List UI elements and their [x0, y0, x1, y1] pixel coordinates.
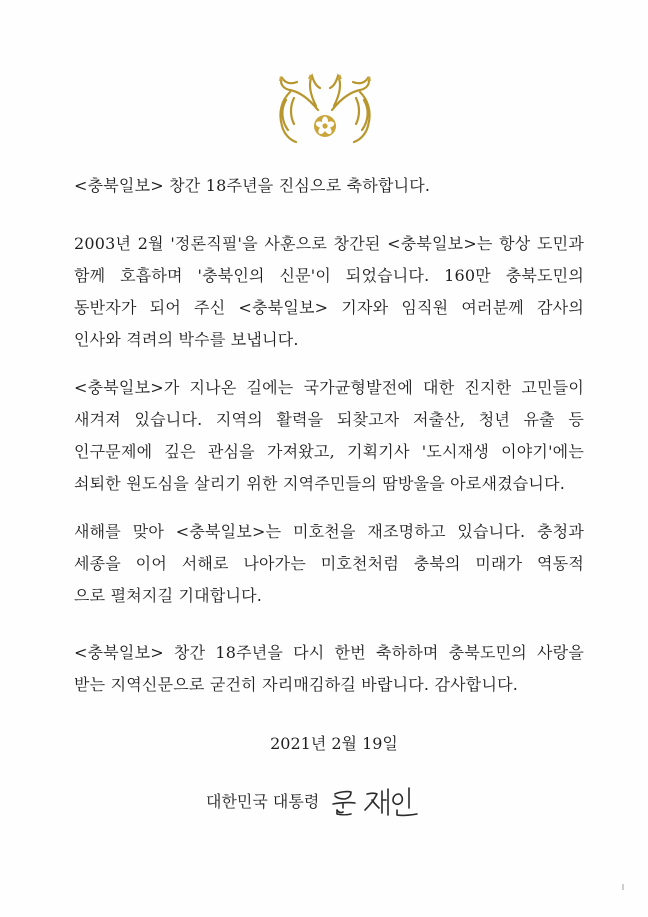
letter-paragraph-4 [74, 516, 584, 612]
letter-date: 2021년 2월 19일 [270, 734, 398, 753]
text-line: <충북일보> 창간 18주년을 진심으로 축하합니다. [74, 176, 431, 195]
letter-paragraph-3 [74, 372, 584, 500]
letter-paragraph-2 [74, 228, 584, 356]
signatory-title: 대한민국 대통령 [206, 792, 320, 811]
text-line: 쇠퇴한 원도심을 살리기 위한 지역주민들의 땀방울을 아로새겼습니다. [74, 474, 566, 493]
text-line: 인사와 격려의 박수를 보냅니다. [74, 330, 299, 349]
phoenix-emblem-icon [270, 70, 380, 150]
text-line: 동반자가 되어 주신 <충북일보> 기자와 임직원 여러분께 감사의 [74, 298, 584, 317]
text-line: <충북일보>가 지나온 길에는 국가균형발전에 대한 진지한 고민들이 [74, 378, 584, 397]
letter-paragraph-5 [74, 637, 584, 701]
handwritten-signature-icon [329, 782, 425, 822]
text-line: 으로 펼쳐지길 기대합니다. [74, 586, 263, 605]
text-line: 함께 호흡하며 '충북인의 신문'이 되었습니다. 160만 충북도민의 [74, 266, 584, 285]
text-line: <충북일보> 창간 18주년을 다시 한번 축하하며 충북도민의 사랑을 [74, 643, 584, 662]
text-line: 2003년 2월 '정론직필'을 사훈으로 창간된 <충북일보>는 항상 도민과 [74, 234, 584, 253]
text-line: 세종을 이어 서해로 나아가는 미호천처럼 충북의 미래가 역동적 [74, 554, 584, 573]
scan-mark [622, 884, 624, 890]
signature-block [206, 782, 425, 822]
text-line: 받는 지역신문으로 굳건히 자리매김하길 바랍니다. 감사합니다. [74, 675, 519, 694]
text-line: 새겨져 있습니다. 지역의 활력을 되찾고자 저출산, 청년 유출 등 [74, 410, 584, 429]
text-line: 새해를 맞아 <충북일보>는 미호천을 재조명하고 있습니다. 충청과 [74, 522, 584, 541]
text-line: 인구문제에 깊은 관심을 가져왔고, 기획기사 '도시재생 이야기'에는 [74, 442, 584, 461]
letter-paragraph-1 [74, 170, 584, 202]
